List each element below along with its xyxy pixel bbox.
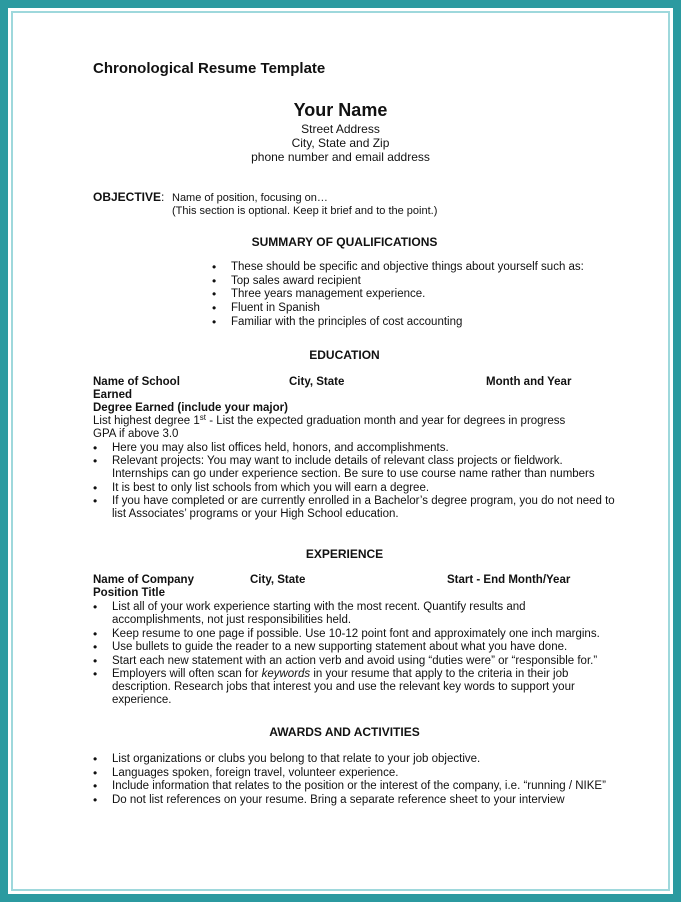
list-item-cont: experience. xyxy=(112,694,172,706)
list-item: • Here you may also list offices held, honors, and accomplishments. xyxy=(93,441,449,455)
experience-heading: EXPERIENCE xyxy=(305,547,384,561)
city-state-zip: City, State and Zip xyxy=(291,136,390,150)
list-item: • Start each new statement with an action verb and avoid using “duties were” or “responsible for.” xyxy=(93,654,598,668)
list-item: • Top sales award recipient xyxy=(212,274,361,288)
list-item: • Familiar with the principles of cost accounting xyxy=(212,315,463,329)
list-item-cont: Internships can go under experience section. Be sure to use course name rather than numbers xyxy=(112,468,595,480)
list-item-cont: accomplishments, not just responsibilities held. xyxy=(112,614,352,626)
objective-label xyxy=(93,190,164,204)
gpa-line: GPA if above 3.0 xyxy=(93,428,179,440)
list-item: • Use bullets to guide the reader to a new supporting statement about what you have done. xyxy=(93,640,568,654)
doc-title: Chronological Resume Template xyxy=(93,60,326,77)
street-address: Street Address xyxy=(301,122,380,136)
list-item: • Include information that relates to the position or the interest of the company, i.e. “running / NIKE” xyxy=(93,779,606,793)
list-item: • List all of your work experience starting with the most recent. Quantify results and xyxy=(93,600,526,614)
education-heading: EDUCATION xyxy=(309,348,380,362)
list-item: • These should be specific and objective things about yourself such as: xyxy=(212,260,584,274)
list-item: • Three years management experience. xyxy=(212,287,426,301)
school-city: City, State xyxy=(289,376,345,388)
company-city: City, State xyxy=(250,574,306,586)
position-title: Position Title xyxy=(93,587,165,599)
list-item: • Relevant projects: You may want to include details of relevant class projects or fieldwork. xyxy=(93,454,563,468)
summary-heading: SUMMARY OF QUALIFICATIONS xyxy=(251,235,438,249)
list-item-cont: description. Research jobs that interest you and use the relevant key words to support your xyxy=(112,681,575,693)
school-name: Name of School xyxy=(93,376,180,388)
awards-heading: AWARDS AND ACTIVITIES xyxy=(269,725,420,739)
degree-earned: Degree Earned (include your major) xyxy=(93,402,288,414)
objective-line-2: (This section is optional. Keep it brief and to the point.) xyxy=(172,205,438,217)
company-name: Name of Company xyxy=(93,574,194,586)
list-item: • If you have completed or are currently enrolled in a Bachelor’s degree program, you do not need to xyxy=(93,494,615,508)
list-item: • It is best to only list schools from which you will earn a degree. xyxy=(93,481,430,495)
list-item: • Do not list references on your resume. Bring a separate reference sheet to your interview xyxy=(93,793,565,807)
employment-dates: Start - End Month/Year xyxy=(447,574,571,586)
objective-label-text: OBJECTIVE xyxy=(93,190,162,204)
list-item: • Fluent in Spanish xyxy=(212,301,320,315)
resume-name: Your Name xyxy=(293,100,388,120)
list-item: • Employers will often scan for keywords in your resume that apply to the criteria in their job xyxy=(93,667,569,681)
list-item: • Languages spoken, foreign travel, volunteer experience. xyxy=(93,766,399,780)
earned-label: Earned xyxy=(93,389,132,401)
objective-colon: : xyxy=(161,190,165,204)
objective-line-1: Name of position, focusing on… xyxy=(172,192,328,204)
graduation-month: Month and Year xyxy=(486,376,572,388)
list-item: • List organizations or clubs you belong to that relate to your job objective. xyxy=(93,752,481,766)
degree-line: List highest degree 1st - List the expected graduation month and year for degrees in progress xyxy=(93,413,566,427)
list-item: • Keep resume to one page if possible. Use 10-12 point font and approximately one inch margins. xyxy=(93,627,600,641)
list-item-cont: list Associates’ programs or your High School education. xyxy=(112,508,399,520)
contact-line: phone number and email address xyxy=(251,150,430,164)
